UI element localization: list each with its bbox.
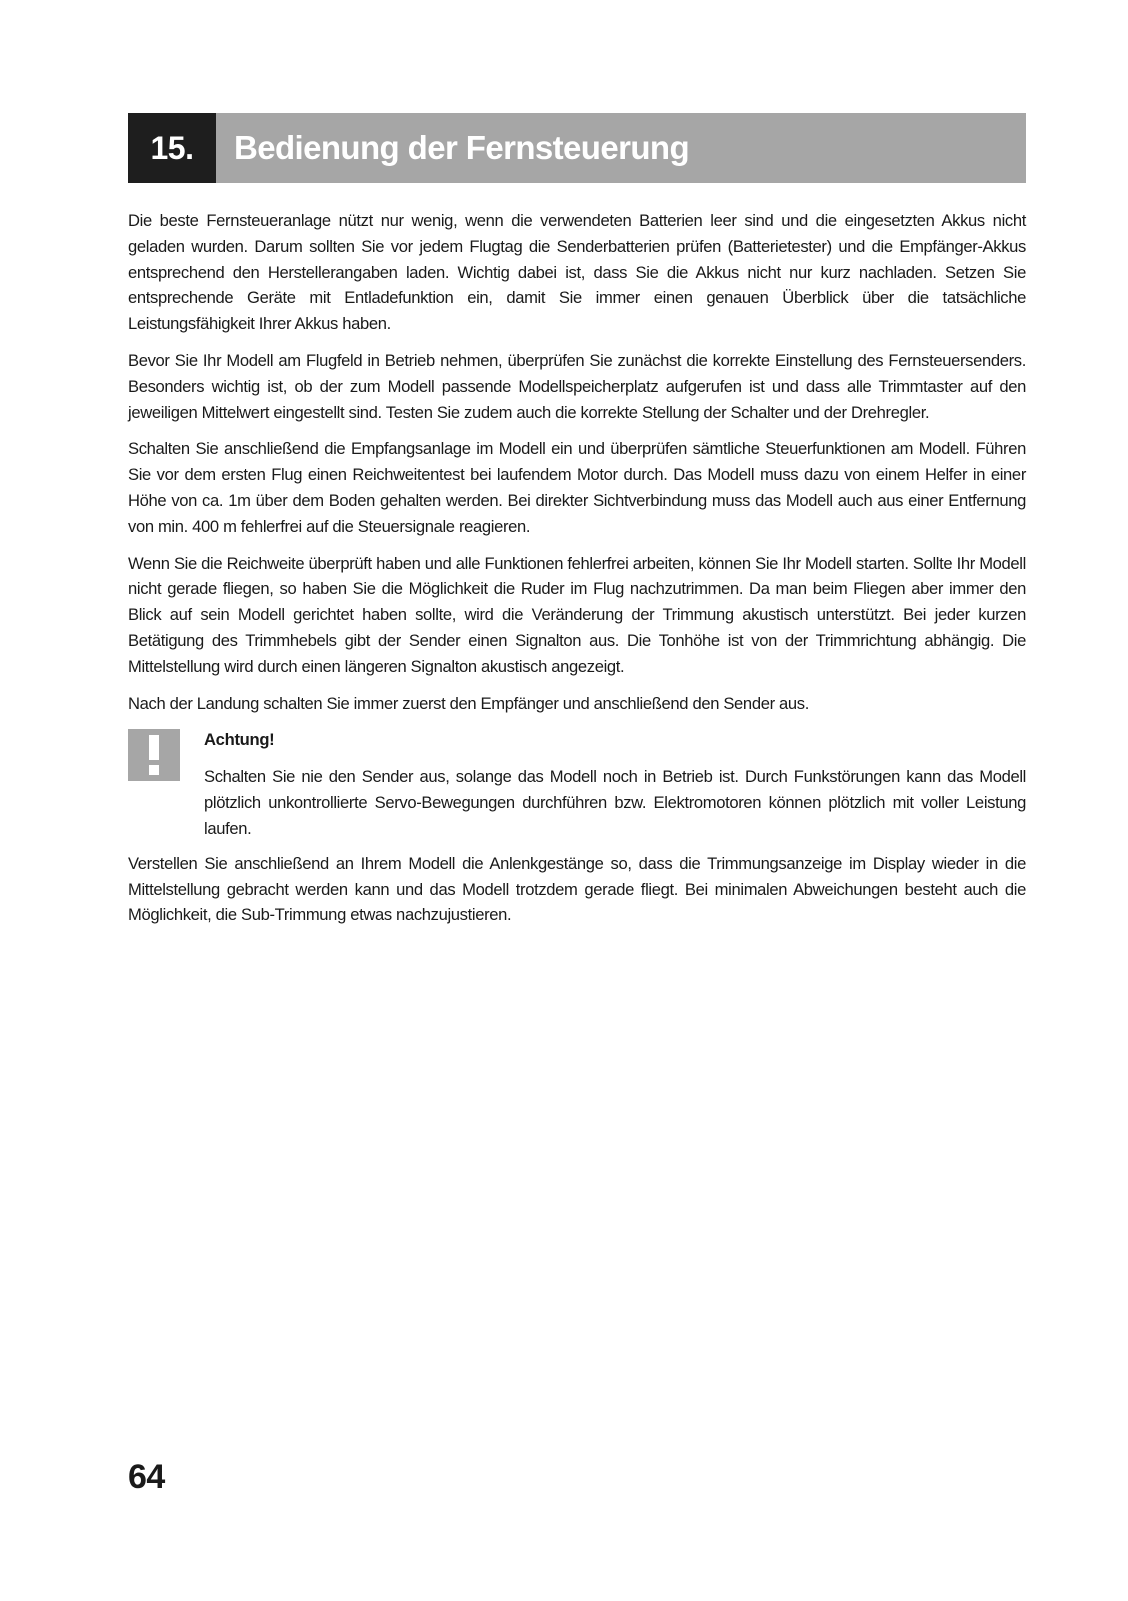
paragraph-trimming: Wenn Sie die Reichweite überprüft haben und alle Funktionen fehlerfrei arbeiten, können Sie Ihr Modell starten. Sollte Ihr Modell nicht gerade fliegen, so haben Sie die Möglichkeit die Ruder im Flug nachzutrimmen. Da man beim Fliegen aber immer den Blick auf sein Modell gerichtet haben sollte, wird die Veränderung der Trimmung akustisch unterstützt. Bei jeder kurzen Betätigung des Trimmhebels gibt der Sender einen Signalton aus. Die Tonhöhe ist von der Trimmrichtung abhängig. Die Mittelstellung wird durch einen längeren Signalton akustisch angezeigt. [128, 553, 1026, 676]
section-number: 15. [128, 113, 216, 183]
warning-body [204, 727, 1026, 841]
paragraph-linkage-adjust: Verstellen Sie anschließend an Ihrem Modell die Anlenkgestänge so, dass die Trimmungsanzeige im Display wieder in die Mittelstellung gebracht werden kann und das Modell trotzdem gerade fliegt. Bei minimalen Abweichungen besteht auch die Möglichkeit, die Sub-Trimmung etwas nachzujustieren. [128, 853, 1026, 925]
main-content [128, 208, 1026, 939]
paragraph-landing: Nach der Landung schalten Sie immer zuerst den Empfänger und anschließend den Sender aus. [128, 693, 809, 713]
warning-text: Schalten Sie nie den Sender aus, solange das Modell noch in Betrieb ist. Durch Funkstörungen kann das Modell plötzlich unkontrollierte Servo-Bewegungen durchführen bzw. Elektromotoren können plötzlich mit voller Leistung laufen. [204, 767, 1026, 838]
section-title: Bedienung der Fernsteuerung [216, 113, 1026, 183]
exclamation-mark-glyph [146, 735, 162, 775]
paragraph-range-test: Schalten Sie anschließend die Empfangsanlage im Modell ein und überprüfen sämtliche Steuerfunktionen am Modell. Führen Sie vor dem ersten Flug einen Reichweitentest bei laufendem Motor durch. Das Modell muss dazu von einem Helfer in einer Höhe von ca. 1m über dem Boden gehalten werden. Bei direkter Sichtverbindung muss das Modell auch aus einer Entfernung von min. 400 m fehlerfrei auf die Steuersignale reagieren. [128, 439, 1026, 536]
paragraph-batteries: Die beste Fernsteueranlage nützt nur wenig, wenn die verwendeten Batterien leer sind und die eingesetzten Akkus nicht geladen wurden. Darum sollten Sie vor jedem Flugtag die Senderbatterien prüfen (Batterietester) und die Empfänger-Akkus entsprechend den Herstellerangaben laden. Wichtig dabei ist, dass Sie die Akkus nicht nur kurz nachladen. Setzen Sie entsprechende Geräte mit Entladefunktion ein, damit Sie immer einen genauen Überblick über die tatsächliche Leistungsfähigkeit Ihrer Akkus haben. [128, 211, 1026, 334]
warning-box [128, 727, 1026, 841]
warning-title: Achtung! [204, 730, 275, 750]
page-number: 64 [128, 1458, 165, 1496]
exclamation-icon [128, 729, 180, 781]
paragraph-transmitter-check: Bevor Sie Ihr Modell am Flugfeld in Betrieb nehmen, überprüfen Sie zunächst die korrekte Einstellung des Fernsteuersenders. Besonders wichtig ist, ob der zum Modell passende Modellspeicherplatz aufgerufen ist und dass alle Trimmtaster auf den jeweiligen Mittelwert eingestellt sind. Testen Sie zudem auch die korrekte Stellung der Schalter und der Drehregler. [128, 350, 1026, 422]
section-header [128, 113, 1026, 183]
